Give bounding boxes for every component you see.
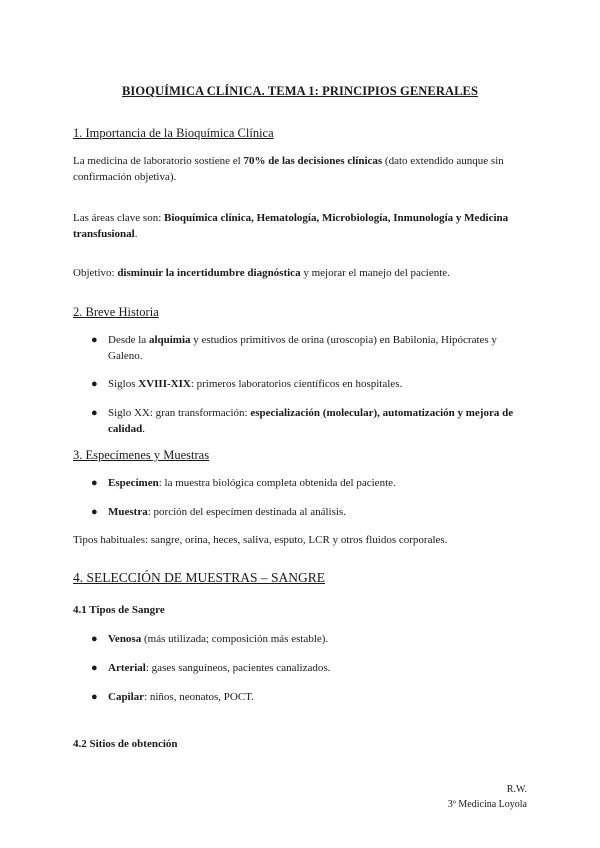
list-item: ● Desde la alquimia y estudios primitivos de orina (uroscopia) en Babilonia, Hipócrates y Galeno. xyxy=(91,334,497,362)
section-2-heading: 2. Breve Historia xyxy=(73,305,159,319)
list-item: ● Especímen: la muestra biológica completa obtenida del paciente. xyxy=(91,477,396,489)
list-item: ● Muestra: porción del especímen destinada al análisis. xyxy=(91,506,346,518)
list-item: ● Arterial: gases sanguíneos, pacientes canalizados. xyxy=(91,662,331,674)
bullet-icon: ● xyxy=(91,506,98,518)
list-item: ● Siglo XX: gran transformación: especialización (molecular), automatización y mejora de calidad. xyxy=(91,407,514,435)
subsection-4-1-heading: 4.1 Tipos de Sangre xyxy=(73,604,165,616)
list-item: ● Siglos XVIII-XIX: primeros laboratorios científicos en hospitales. xyxy=(91,378,403,390)
section-4-heading: 4. SELECCIÓN DE MUESTRAS – SANGRE xyxy=(73,570,326,585)
footer-initials: R.W. xyxy=(506,784,527,795)
paragraph-key-areas: Las áreas clave son: Bioquímica clínica, Hematología, Microbiología, Inmunología y Medicina transfusional. xyxy=(73,212,509,240)
footer-course: 3º Medicina Loyola xyxy=(447,799,527,810)
paragraph-objective: Objetivo: disminuir la incertidumbre diagnóstica y mejorar el manejo del paciente. xyxy=(73,267,450,279)
page-title: BIOQUÍMICA CLÍNICA. TEMA 1: PRINCIPIOS GENERALES xyxy=(121,84,478,98)
bullet-icon: ● xyxy=(91,378,98,390)
paragraph-sample-types: Tipos habituales: sangre, orina, heces, saliva, esputo, LCR y otros fluidos corporales. xyxy=(73,534,448,546)
bullet-icon: ● xyxy=(91,691,98,703)
list-item: ● Capilar: niños, neonatos, POCT. xyxy=(91,691,254,703)
section-1-heading: 1. Importancia de la Bioquímica Clínica xyxy=(73,126,274,140)
section-3-heading: 3. Especímenes y Muestras xyxy=(73,448,210,462)
bullet-icon: ● xyxy=(91,633,98,645)
list-item: ● Venosa (más utilizada; composición más estable). xyxy=(91,633,329,645)
bullet-icon: ● xyxy=(91,662,98,674)
paragraph-importance: La medicina de laboratorio sostiene el 70% de las decisiones clínicas (dato extendido aunque sin confirmación objetiva). xyxy=(73,155,504,183)
bullet-icon: ● xyxy=(91,334,98,346)
bullet-icon: ● xyxy=(91,477,98,489)
subsection-4-2-heading: 4.2 Sitios de obtención xyxy=(73,738,178,750)
bullet-icon: ● xyxy=(91,407,98,419)
